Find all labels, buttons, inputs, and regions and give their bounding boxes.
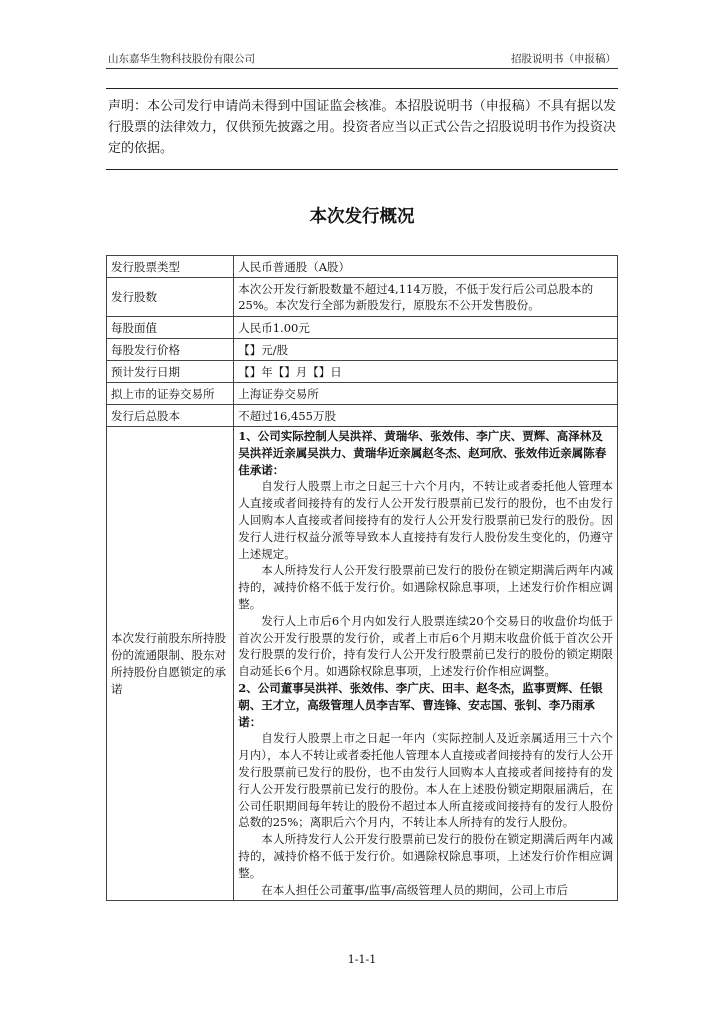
table-row (107, 339, 618, 361)
table-row (107, 427, 618, 901)
row-value-share-count: 本次公开发行新股数量不超过4,114万股，不低于发行后公司总股本的25%。本次发行全部为新股发行，原股东不公开发售股份。 (234, 278, 618, 317)
header-company-name: 山东嘉华生物科技股份有限公司 (108, 53, 255, 65)
row-label-total-shares: 发行后总股本 (107, 405, 234, 427)
promise-paragraph: 发行人上市后6个月内如发行人股票连续20个交易日的收盘价均低于首次公开发行股票的发行价，或者上市后6个月期末收盘价低于首次公开发行股票的发行价，持有发行人公开发行股票前已发行的股份的锁定期限自动延长6个月。如遇除权除息事项，上述发行价作相应调整。 (238, 613, 613, 679)
row-value-par-value: 人民币1.00元 (234, 317, 618, 339)
row-value-issue-price: 【】元/股 (234, 339, 618, 361)
running-header (106, 50, 618, 69)
row-label-stock-type: 发行股票类型 (107, 256, 234, 278)
row-label-exchange: 拟上市的证券交易所 (107, 383, 234, 405)
row-label-issue-date: 预计发行日期 (107, 361, 234, 383)
row-value-total-shares: 不超过16,455万股 (234, 405, 618, 427)
declaration-box (106, 88, 618, 170)
row-label-par-value: 每股面值 (107, 317, 234, 339)
offering-summary-table (106, 255, 618, 901)
row-value-lockup-promise (234, 427, 618, 901)
promise-paragraph: 自发行人股票上市之日起三十六个月内，不转让或者委托他人管理本人直接或者间接持有的发行人公开发行股票前已发行的股份，也不由发行人回购本人直接或者间接持有的发行人公开发行股票前已发行的股份。因发行人进行权益分派等导致本人直接持有发行人股份发生变化的，仍遵守上述规定。 (238, 479, 613, 561)
promise-paragraph: 在本人担任公司董事/监事/高级管理人员的期间，公司上市后 (261, 882, 568, 897)
table-row (107, 278, 618, 317)
row-value-stock-type: 人民币普通股（A股） (234, 256, 618, 278)
table-row (107, 256, 618, 278)
table-row (107, 383, 618, 405)
table-row (107, 405, 618, 427)
table-row (107, 361, 618, 383)
row-value-exchange: 上海证券交易所 (234, 383, 618, 405)
promise-paragraph: 本人所持发行人公开发行股票前已发行的股份在锁定期满后两年内减持的，减持价格不低于发行价。如遇除权除息事项，上述发行价作相应调整。 (238, 832, 613, 880)
promise-paragraph: 本人所持发行人公开发行股票前已发行的股份在锁定期满后两年内减持的，减持价格不低于发行价。如遇除权除息事项，上述发行价作相应调整。 (238, 563, 613, 611)
row-label-lockup-promise: 本次发行前股东所持股份的流通限制、股东对所持股份自愿锁定的承诺 (107, 427, 234, 901)
promise-heading-controllers: 1、公司实际控制人吴洪祥、黄瑞华、张效伟、李广庆、贾辉、高泽林及吴洪祥近亲属吴洪力、黄瑞华近亲属赵冬杰、赵珂欣、张效伟近亲属陈春佳承诺： (238, 429, 607, 477)
page-number: 1-1-1 (347, 953, 377, 966)
promise-paragraph: 自发行人股票上市之日起一年内（实际控制人及近亲属适用三十六个月内），本人不转让或者委托他人管理本人直接或者间接持有的发行人公开发行股票前已发行的股份，也不由发行人回购本人直接或者间接持有的发行人公开发行股票前已发行的股份。本人在上述股份锁定期限届满后，在公司任职期间每年转让的股份不超过本人所直接或间接持有的发行人股份总数的25%；离职后六个月内，不转让本人所持有的发行人股份。 (238, 731, 613, 830)
row-label-issue-price: 每股发行价格 (107, 339, 234, 361)
table-row (107, 317, 618, 339)
row-label-share-count: 发行股数 (107, 278, 234, 317)
promise-heading-directors: 2、公司董事吴洪祥、张效伟、李广庆、田丰、赵冬杰，监事贾辉、任银朝、王才立，高级管理人员李吉军、曹连锋、安志国、张钊、李乃雨承诺： (238, 680, 603, 729)
header-document-type: 招股说明书（申报稿） (511, 53, 616, 65)
declaration-text: 声明：本公司发行申请尚未得到中国证监会核准。本招股说明书（申报稿）不具有据以发行股票的法律效力，仅供预先披露之用。投资者应当以正式公告之招股说明书作为投资决定的依据。 (108, 99, 616, 156)
row-value-issue-date: 【】年【】月【】日 (234, 361, 618, 383)
page-title: 本次发行概况 (309, 207, 415, 227)
